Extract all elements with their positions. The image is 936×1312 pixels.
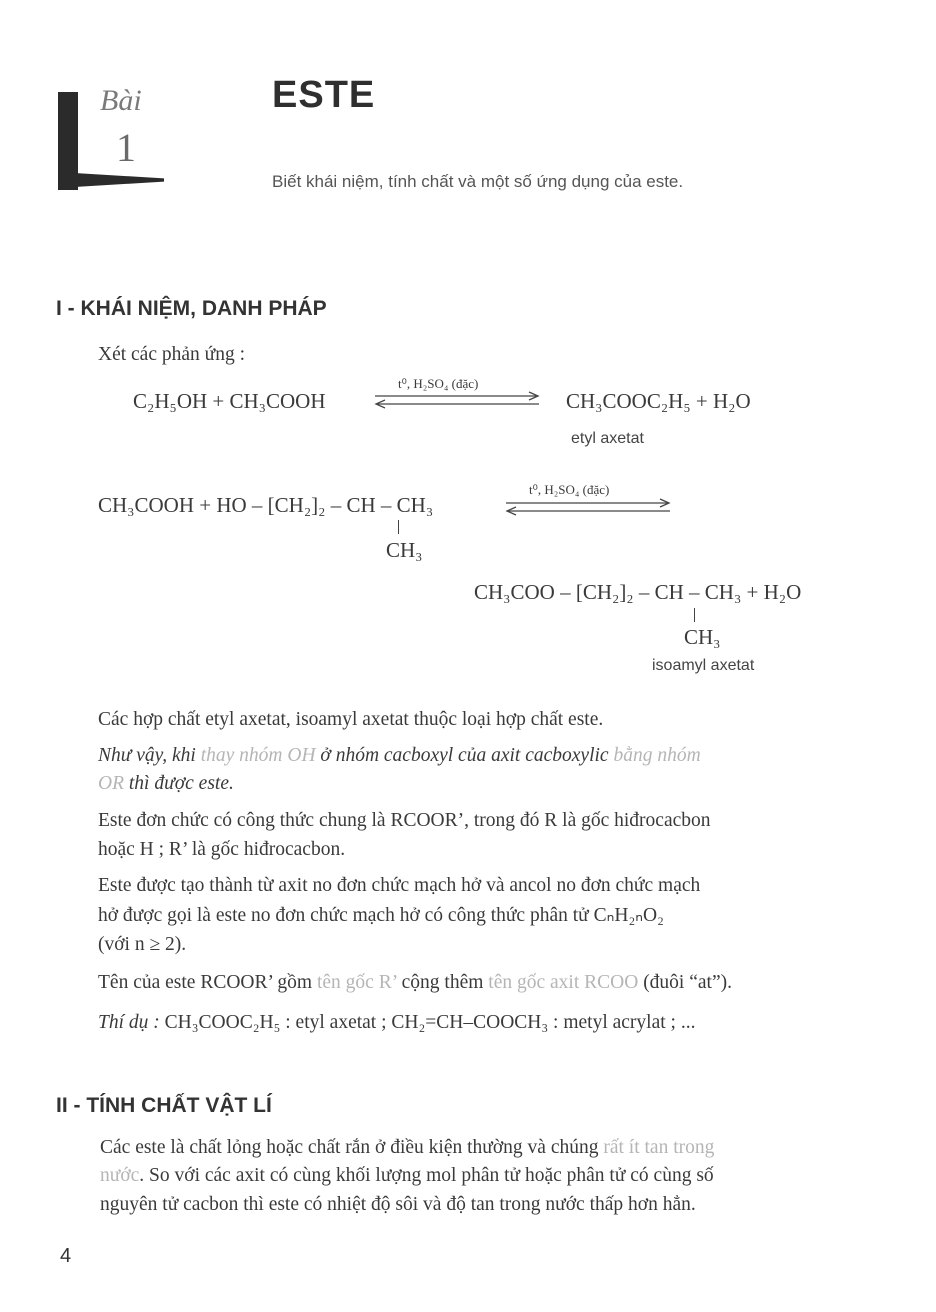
lesson-number: 1	[116, 125, 136, 170]
section-1-heading: I - KHÁI NIỆM, DANH PHÁP	[56, 297, 327, 320]
section-2-heading: II - TÍNH CHẤT VẬT LÍ	[56, 1094, 272, 1117]
reaction-2-product-branch: CH₃	[684, 625, 721, 649]
equilibrium-arrow-icon	[373, 390, 541, 412]
physical-properties-line-1: Các este là chất lỏng hoặc chất rắn ở điều kiện thường và chúng rất ít tan trong	[100, 1137, 715, 1158]
lesson-objective: Biết khái niệm, tính chất và một số ứng dụng của este.	[272, 172, 684, 191]
page-number: 4	[60, 1245, 72, 1267]
branch-bond	[694, 608, 695, 622]
lesson-title: ESTE	[272, 74, 376, 116]
section-1-intro: Xét các phản ứng :	[98, 344, 246, 365]
paragraph-definition-end: OR thì được este.	[98, 773, 234, 794]
paragraph-saturated-ester-formula: hở được gọi là este no đơn chức mạch hở có công thức phân tử CₙH₂ₙO₂	[98, 905, 664, 926]
reaction-2-products: CH₃COO – [CH₂]₂ – CH – CH₃ + H₂O	[474, 580, 802, 604]
reaction-2-reactants: CH₃COOH + HO – [CH₂]₂ – CH – CH₃	[98, 493, 434, 517]
paragraph-ester-class: Các hợp chất etyl axetat, isoamyl axetat thuộc loại hợp chất este.	[98, 709, 604, 730]
paragraph-general-formula: Este đơn chức có công thức chung là RCOOR’, trong đó R là gốc hiđrocacbon	[98, 810, 711, 831]
physical-properties-line-3: nguyên tử cacbon thì este có nhiệt độ sôi và độ tan trong nước thấp hơn hẳn.	[100, 1194, 696, 1215]
paragraph-examples: Thí dụ : CH₃COOC₂H₅ : etyl axetat ; CH₂=CH–COOCH₃ : metyl acrylat ; ...	[98, 1012, 696, 1033]
reaction-1-condition: t⁰, H₂SO₄ (đặc)	[398, 376, 479, 391]
reaction-1-products: CH₃COOC₂H₅ + H₂O	[566, 389, 751, 413]
paragraph-saturated-ester: Este được tạo thành từ axit no đơn chức mạch hở và ancol no đơn chức mạch	[98, 875, 701, 896]
reaction-2-reactant-branch: CH₃	[386, 538, 423, 562]
paragraph-saturated-ester-condition: (với n ≥ 2).	[98, 934, 187, 955]
lesson-badge-underline	[58, 172, 164, 188]
reaction-1-reactants: C₂H₅OH + CH₃COOH	[133, 389, 326, 413]
reaction-2-condition: t⁰, H₂SO₄ (đặc)	[529, 482, 610, 497]
paragraph-general-formula-end: hoặc H ; R’ là gốc hiđrocacbon.	[98, 839, 346, 860]
paragraph-naming: Tên của este RCOOR’ gồm tên gốc R’ cộng thêm tên gốc axit RCOO (đuôi “at”).	[98, 972, 732, 993]
lesson-word: Bài	[100, 84, 142, 117]
reaction-2-product-name: isoamyl axetat	[652, 657, 755, 674]
equilibrium-arrow-icon	[504, 497, 672, 519]
physical-properties-line-2: nước. So với các axit có cùng khối lượng mol phân tử hoặc phân tử có cùng số	[100, 1165, 714, 1186]
branch-bond	[398, 520, 399, 534]
paragraph-definition: Như vậy, khi thay nhóm OH ở nhóm cacboxyl của axit cacboxylic bằng nhóm	[98, 745, 701, 766]
reaction-1-product-name: etyl axetat	[571, 430, 644, 447]
